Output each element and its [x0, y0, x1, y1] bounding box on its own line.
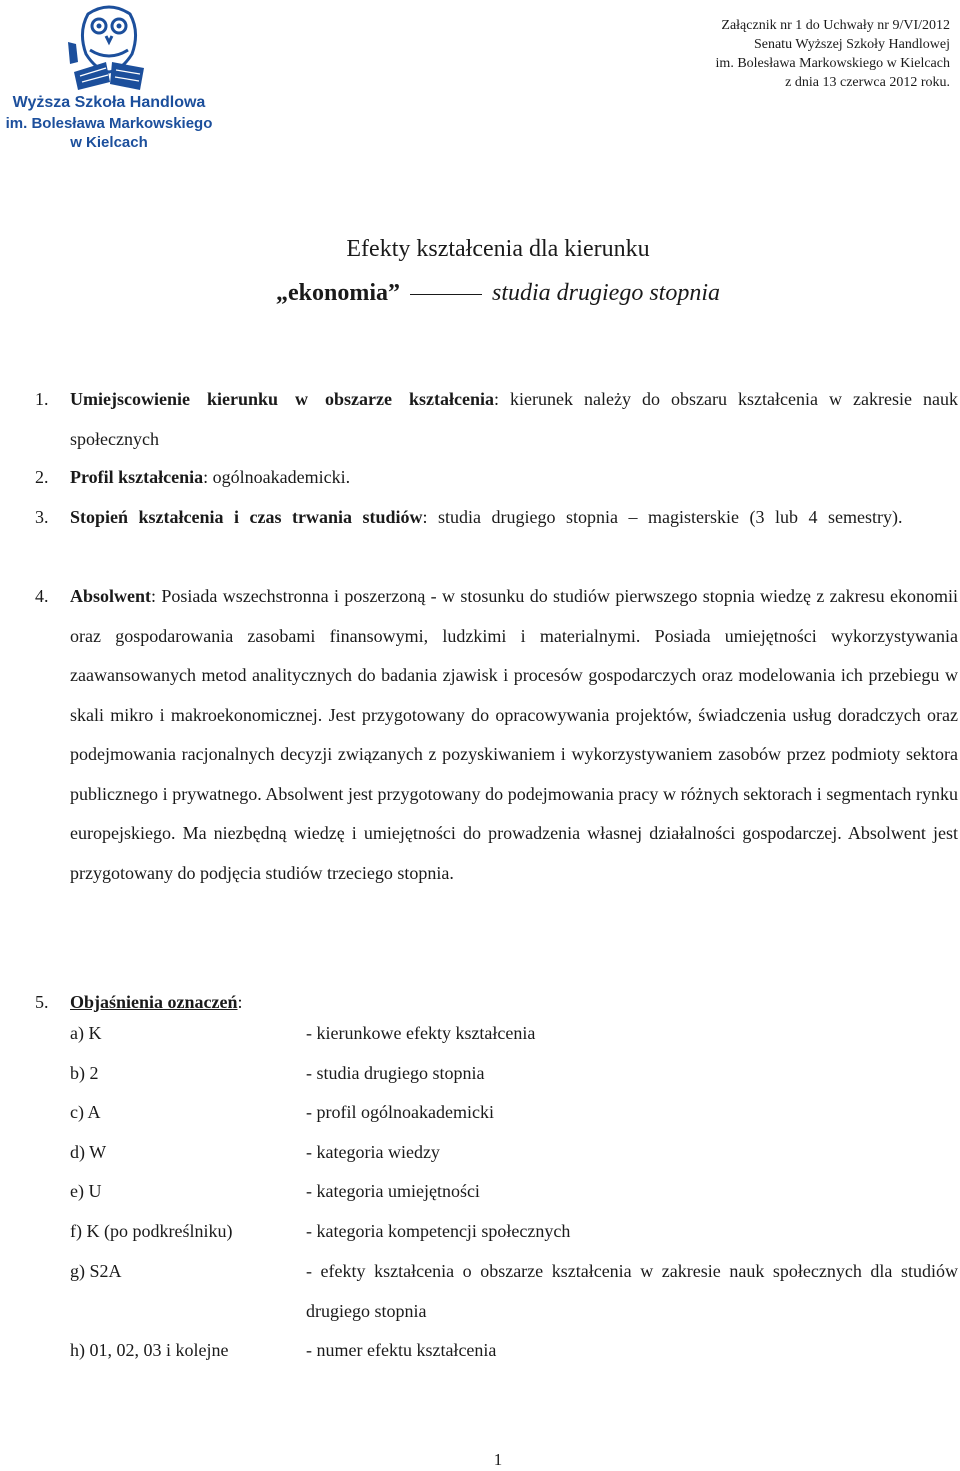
legend-code: h) 01, 02, 03 i kolejne	[70, 1340, 229, 1360]
legend-code: c) A	[70, 1102, 101, 1122]
section-number: 1.	[35, 389, 49, 409]
section-heading: Objaśnienia oznaczeń	[70, 992, 238, 1012]
section-heading: Stopień kształcenia i czas trwania studiów	[70, 507, 423, 527]
school-logo	[4, 2, 214, 152]
logo-text-line3: w Kielcach	[70, 134, 148, 151]
study-level: studia drugiego stopnia	[492, 280, 721, 306]
section-heading: Absolwent	[70, 586, 152, 606]
legend-description: - kategoria kompetencji społecznych	[306, 1221, 571, 1241]
legend-code: d) W	[70, 1142, 107, 1162]
section-text: : ogólnoakademicki.	[203, 467, 351, 487]
legend-description: - profil ogólnoakademicki	[306, 1102, 494, 1122]
legend-code: g) S2A	[70, 1261, 122, 1281]
section-number: 3.	[35, 507, 49, 527]
section-text: : studia drugiego stopnia – magisterskie (3 lub 4 semestry).	[422, 507, 903, 527]
section-number: 2.	[35, 467, 49, 487]
annex-line3: im. Bolesława Markowskiego w Kielcach	[715, 56, 950, 71]
document-subtitle	[0, 280, 960, 307]
legend-code: f) K (po podkreślniku)	[70, 1221, 233, 1241]
section-text: : Posiada wszechstronna i poszerzoną - w stosunku do studiów pierwszego stopnia wiedzę z zakresu ekonomii oraz gospodarowania zasobami finansowymi, ludzkimi i materialnymi. Posiada umiejętności wykorzystywania zaawansowanych metod analitycznych do badania zjawisk i procesów gospodarczych oraz modelowania ich przebiegu w skali mikro i makroekonomicznej. Jest przygotowany do opracowywania projektów, świadczenia usług doradczych oraz podejmowania racjonalnych decyzji związanych z pozyskiwaniem i wykorzystywaniem zasobów przez podmioty sektora publicznego i prywatnego. Absolwent jest przygotowany do podejmowania pracy w różnych sektorach i segmentach rynku europejskiego. Ma niezbędną wiedzę i umiejętności do prowadzenia własnej działalności gospodarczej. Absolwent jest przygotowany do podjęcia studiów trzeciego stopnia.	[70, 586, 958, 883]
section-text: :	[237, 992, 243, 1012]
annex-note	[690, 16, 950, 92]
section-number: 5.	[35, 992, 49, 1012]
annex-line4: z dnia 13 czerwca 2012 roku.	[785, 75, 950, 90]
document-title: Efekty kształcenia dla kierunku	[346, 236, 650, 262]
section-heading: Umiejscowienie kierunku w obszarze kształcenia	[70, 389, 495, 409]
legend-description: - efekty kształcenia o obszarze kształcenia w zakresie nauk społecznych dla studiów drugiego stopnia	[306, 1261, 958, 1321]
legend-description: - kategoria wiedzy	[306, 1142, 440, 1162]
logo-text-line1: Wyższa Szkoła Handlowa	[12, 94, 206, 111]
section-3	[35, 498, 958, 538]
section-number: 4.	[35, 586, 49, 606]
logo-text-line2: im. Bolesława Markowskiego	[5, 115, 213, 132]
legend-code: a) K	[70, 1023, 102, 1043]
section-2	[35, 458, 958, 498]
annex-line2: Senatu Wyższej Szkoły Handlowej	[753, 37, 950, 52]
legend-description: - numer efektu kształcenia	[306, 1340, 497, 1360]
annex-line1: Załącznik nr 1 do Uchwały nr 9/VI/2012	[721, 18, 950, 33]
legend-code: e) U	[70, 1181, 102, 1201]
page-number: 1	[493, 1450, 503, 1469]
section-text: : kierunek należy do obszaru kształcenia w zakresie nauk społecznych	[70, 389, 958, 449]
section-heading: Profil kształcenia	[70, 467, 204, 487]
legend-code: b) 2	[70, 1063, 99, 1083]
field-name: „ekonomia”	[275, 280, 400, 306]
legend-description: - kategoria umiejętności	[306, 1181, 480, 1201]
legend-description: - kierunkowe efekty kształcenia	[306, 1023, 536, 1043]
legend-description: - studia drugiego stopnia	[306, 1063, 485, 1083]
title-dash	[410, 294, 482, 295]
owl-books-icon	[66, 2, 152, 92]
section-1	[35, 380, 958, 459]
section-4	[35, 577, 958, 893]
